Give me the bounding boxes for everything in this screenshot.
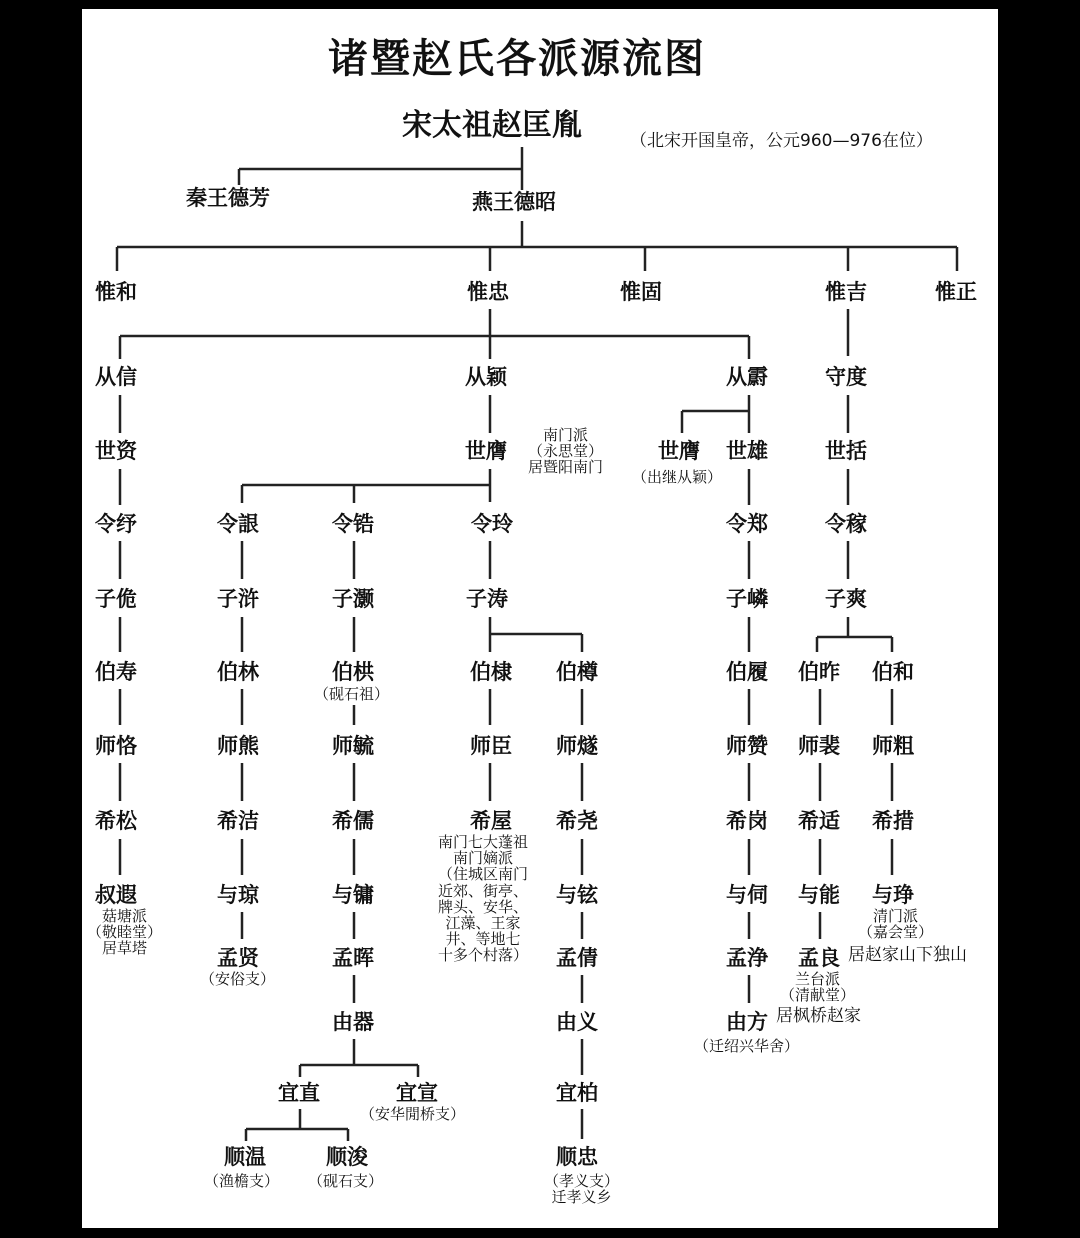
node-linghao: 令锆 [332,512,374,536]
node-zilin: 子嶙 [726,587,768,611]
node-shiran: 师燧 [556,734,598,758]
note-lantai: 兰台派 （清献堂） [780,970,856,1005]
note-shuxia: 菇塘派 （敬睦堂） 居草塔 [87,907,163,958]
node-shizi: 世资 [95,439,137,463]
root-ancestor: 宋太祖赵匡胤 [402,108,582,143]
node-weigu: 惟固 [620,280,662,304]
node-zihao: 子灏 [332,587,374,611]
node-xisong: 希松 [95,809,137,833]
node-yusi: 与伺 [726,883,768,907]
node-xishi: 希适 [798,809,840,833]
node-zixu: 子浒 [217,587,259,611]
node-weizheng: 惟正 [935,280,977,304]
node-bolv: 伯履 [726,660,768,684]
node-mengliang: 孟良 [798,946,840,970]
node-shunjun: 顺浚 [326,1145,368,1169]
node-bohe: 伯和 [872,660,914,684]
note-shunzhong: （孝义支） 迁孝义乡 [544,1172,620,1207]
node-congxin: 从信 [95,365,137,389]
node-yibai: 宜柏 [556,1081,598,1105]
node-yuxuan: 与铉 [556,883,598,907]
diagram-page [82,9,998,1228]
node-shizan: 师赞 [726,734,768,758]
node-yizhi: 宜直 [278,1081,320,1105]
note-youfang-place: 居枫桥赵家 [776,1006,861,1026]
node-youfang: 由方 [726,1010,768,1034]
node-shikuo: 世括 [825,439,867,463]
node-shiying2: 世膺 [658,439,700,463]
node-lingken: 令詪 [217,512,259,536]
node-shoudu: 守度 [825,365,867,389]
node-zixian: 子佹 [95,587,137,611]
node-shixiong2: 师熊 [217,734,259,758]
note-shunwen: （渔檐支） [204,1172,280,1190]
node-bosu: 伯棣 [470,660,512,684]
node-weihe: 惟和 [95,280,137,304]
note-bogong: （砚石祖） [314,685,390,703]
root-note: （北宋开国皇帝，公元960—976在位） [630,131,933,151]
node-mengxian: 孟贤 [217,946,259,970]
node-shiying: 世膺 [465,439,507,463]
node-lingjia: 令稼 [825,512,867,536]
node-lingshu: 令纾 [95,512,137,536]
note-xiwu: 南门七大蓬祖 南门嫡派 （住城区南门 近郊、街亭、 牌头、安华、 江藻、王家 井、等地七 十多个村落） [438,833,529,965]
node-weizhong: 惟忠 [467,280,509,304]
note-yixuan: （安华閒桥支） [360,1105,466,1123]
node-shipei: 师裴 [798,734,840,758]
note-yucuo: 清门派 （嘉会堂） [858,907,934,942]
node-yan: 燕王德昭 [472,190,556,214]
node-xigang: 希岗 [726,809,768,833]
node-shixiong: 世雄 [726,439,768,463]
node-xiru: 希儒 [332,809,374,833]
node-menghui: 孟晖 [332,946,374,970]
note-chuji: （出继从颖） [632,468,723,486]
note-youfang-move: （迁绍兴华舍） [694,1037,800,1055]
node-congying: 从颖 [465,365,507,389]
node-xicuo: 希措 [872,809,914,833]
note-nanmen: 南门派 （永思堂） 居暨阳南门 [528,426,604,477]
node-zishuang: 子爽 [825,587,867,611]
note-shunjun: （砚石支） [308,1172,384,1190]
node-shunwen: 顺温 [224,1145,266,1169]
node-yutang: 与镛 [332,883,374,907]
node-xijie: 希洁 [217,809,259,833]
node-zitao: 子涛 [466,587,508,611]
node-bolin: 伯林 [217,660,259,684]
node-shuxia: 叔遐 [95,883,137,907]
node-congxu: 从霨 [726,365,768,389]
node-lingzheng: 令郑 [726,512,768,536]
note-mengliang-place: 居赵家山下独山 [848,945,967,965]
node-yucuo: 与琤 [872,883,914,907]
node-shunzhong: 顺忠 [556,1145,598,1169]
node-xiyao: 希尧 [556,809,598,833]
node-bozuo: 伯昨 [798,660,840,684]
node-yuqiong: 与琼 [217,883,259,907]
node-shige: 师恪 [95,734,137,758]
node-lingling: 令玲 [471,512,513,536]
node-boshou: 伯寿 [95,660,137,684]
note-mengxian: （安俗支） [200,970,276,988]
diagram-title: 诸暨赵氏各派源流图 [328,36,706,82]
node-shiyi: 师臣 [470,734,512,758]
node-youqi: 由器 [332,1010,374,1034]
node-bozun: 伯樽 [556,660,598,684]
node-yixuan: 宜宣 [396,1081,438,1105]
node-bogong: 伯栱 [332,660,374,684]
node-shicu: 师粗 [872,734,914,758]
node-youyi: 由义 [556,1010,598,1034]
node-mengqian: 孟倩 [556,946,598,970]
node-shiyu: 师毓 [332,734,374,758]
node-weiji: 惟吉 [825,280,867,304]
node-qin: 秦王德芳 [186,186,270,210]
node-yuneng: 与能 [798,883,840,907]
node-xiwu: 希屋 [470,809,512,833]
node-mengjing: 孟浄 [726,946,768,970]
